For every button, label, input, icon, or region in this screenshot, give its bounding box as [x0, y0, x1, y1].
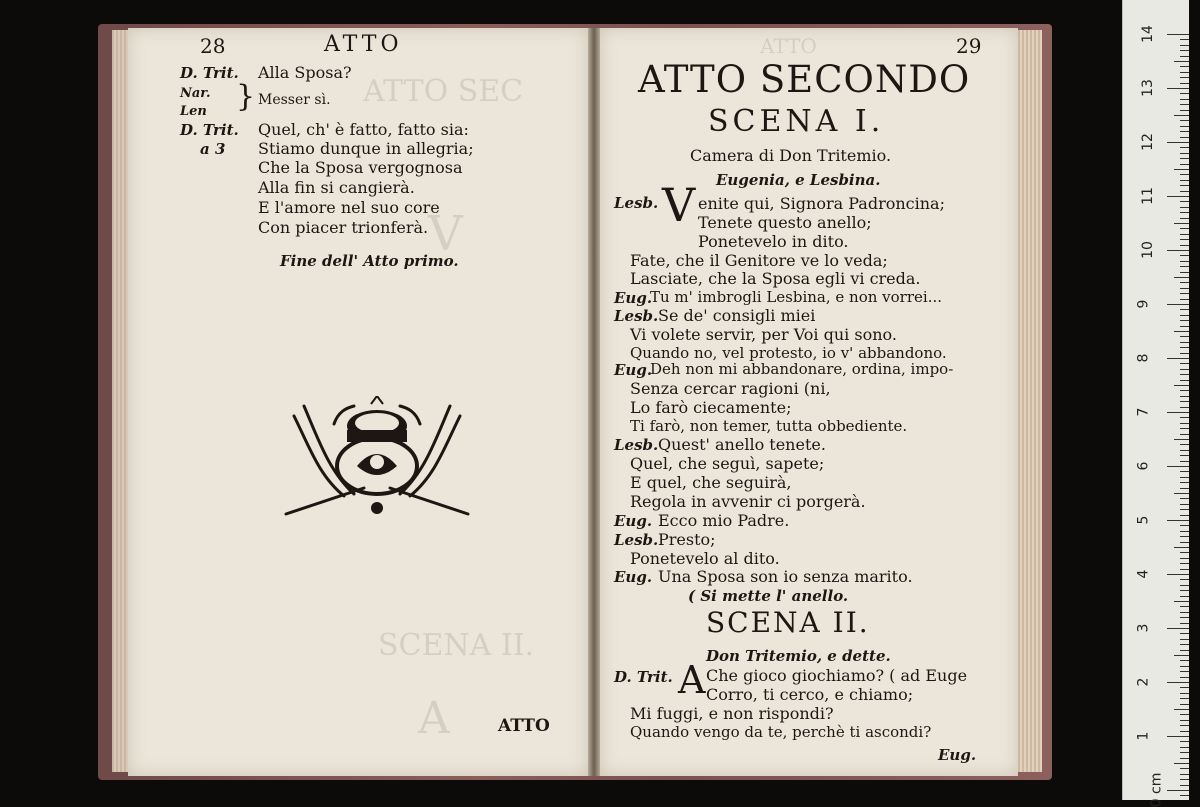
- speaker-label: Eug.: [614, 361, 653, 379]
- ruler-tick: [1180, 488, 1189, 489]
- ruler-tick: [1180, 795, 1189, 796]
- ruler-tick: [1180, 66, 1189, 67]
- verse-line: Quel, ch' è fatto, fatto sia:: [258, 120, 469, 139]
- ruler-tick: [1174, 277, 1189, 278]
- ruler-label: 7: [1135, 407, 1152, 417]
- ruler-tick: [1180, 590, 1189, 591]
- ruler-tick: [1180, 725, 1189, 726]
- ruler-tick: [1180, 569, 1189, 570]
- speaker-label: Lesb.: [614, 307, 659, 325]
- ruler-tick: [1174, 439, 1189, 440]
- ruler-tick: [1180, 239, 1189, 240]
- ruler-tick: [1180, 347, 1189, 348]
- ruler-label: 6: [1135, 461, 1152, 471]
- ruler-tick: [1167, 196, 1189, 197]
- verse-line: E l'amore nel suo core: [258, 198, 440, 217]
- ruler-tick: [1167, 304, 1189, 305]
- speaker-label: Eug.: [614, 289, 653, 307]
- ruler-label: 4: [1135, 569, 1152, 579]
- ruler-tick: [1174, 493, 1189, 494]
- right-page: [600, 28, 1018, 776]
- ruler-tick: [1180, 380, 1189, 381]
- verse-line: Stiamo dunque in allegria;: [258, 139, 474, 158]
- ruler-label: 13: [1139, 79, 1156, 97]
- ruler-tick: [1180, 326, 1189, 327]
- verse-line: Ponetevelo al dito.: [630, 549, 780, 568]
- ruler-tick: [1180, 191, 1189, 192]
- ruler-tick: [1180, 579, 1189, 580]
- ruler-tick: [1180, 309, 1189, 310]
- ruler-tick: [1180, 444, 1189, 445]
- scene-characters: Eugenia, e Lesbina.: [716, 171, 881, 189]
- ruler-tick: [1167, 574, 1189, 575]
- ruler-tick: [1180, 234, 1189, 235]
- act-end-note: Fine dell' Atto primo.: [280, 252, 459, 270]
- ruler-tick: [1180, 687, 1189, 688]
- left-page: [128, 28, 588, 776]
- ruler-tick: [1180, 336, 1189, 337]
- verse-line: Quando no, vel protesto, io v' abbandono.: [630, 344, 947, 362]
- ruler-tick: [1180, 552, 1189, 553]
- ruler-tick: [1180, 218, 1189, 219]
- speaker-label: Nar.: [180, 86, 211, 101]
- ruler-tick: [1180, 623, 1189, 624]
- ruler-tick: [1180, 461, 1189, 462]
- scene-title: SCENA II.: [706, 606, 870, 639]
- ruler-tick: [1180, 266, 1189, 267]
- verse-line: Ti farò, non temer, tutta obbediente.: [630, 417, 908, 435]
- verse-line: Ecco mio Padre.: [658, 511, 790, 530]
- ruler-tick: [1180, 417, 1189, 418]
- ruler-tick: [1180, 180, 1189, 181]
- ruler-tick: [1180, 99, 1189, 100]
- ruler-label: 12: [1139, 133, 1156, 151]
- ruler-tick: [1180, 434, 1189, 435]
- ruler-tick: [1180, 498, 1189, 499]
- verse-line: Deh non mi abbandonare, ordina, impo-: [650, 360, 954, 378]
- ruler-tick: [1180, 185, 1189, 186]
- ruler-tick: [1180, 639, 1189, 640]
- verse-line: Mi fuggi, e non rispondi?: [630, 704, 834, 723]
- ruler-tick: [1180, 77, 1189, 78]
- ruler-tick: [1167, 466, 1189, 467]
- verse-line: Che gioco giochiamo? ( ad Euge: [706, 666, 968, 685]
- ruler-tick: [1174, 169, 1189, 170]
- ruler-tick: [1167, 682, 1189, 683]
- ruler-tick: [1180, 509, 1189, 510]
- ruler-tick: [1167, 520, 1189, 521]
- ruler-label: 10: [1139, 241, 1156, 259]
- ruler-tick: [1180, 563, 1189, 564]
- ruler-tick: [1180, 174, 1189, 175]
- ruler-tick: [1174, 547, 1189, 548]
- catchword: ATTO: [498, 716, 550, 736]
- ruler-tick: [1180, 272, 1189, 273]
- verse-line: Tu m' imbrogli Lesbina, e non vorrei...: [650, 288, 943, 306]
- ruler-tick: [1180, 126, 1189, 127]
- ruler-tick: [1180, 369, 1189, 370]
- ruler-tick: [1180, 504, 1189, 505]
- ruler-tick: [1174, 223, 1189, 224]
- verse-line: Una Sposa son io senza marito.: [658, 567, 913, 586]
- ruler-tick: [1180, 201, 1189, 202]
- ruler-tick: [1180, 515, 1189, 516]
- page-edges-right: [1018, 30, 1042, 772]
- speaker-label: D. Trit.: [180, 121, 239, 139]
- scene-title: SCENA I.: [708, 104, 885, 139]
- verse-line: Senza cercar ragioni (ni,: [630, 379, 831, 398]
- ruler-tick: [1180, 698, 1189, 699]
- ruler-tick: [1180, 650, 1189, 651]
- ruler-tick: [1180, 56, 1189, 57]
- ruler-label: 5: [1135, 515, 1152, 525]
- verse-line: Corro, ti cerco, e chiamo;: [706, 685, 914, 704]
- ruler-tick: [1180, 353, 1189, 354]
- act-title: ATTO SECONDO: [638, 58, 971, 101]
- verse-line: Ponetevelo in dito.: [698, 232, 849, 251]
- ruler-tick: [1180, 747, 1189, 748]
- show-through-text: ATTO SEC: [363, 74, 524, 109]
- speaker-label: Lesb.: [614, 436, 659, 454]
- ruler-tick: [1180, 450, 1189, 451]
- ruler-tick: [1180, 617, 1189, 618]
- ruler-tick: [1180, 633, 1189, 634]
- ruler-tick: [1180, 779, 1189, 780]
- ruler-tick: [1180, 612, 1189, 613]
- ruler-tick: [1167, 628, 1189, 629]
- ruler-tick: [1180, 704, 1189, 705]
- ruler-tick: [1174, 655, 1189, 656]
- verse-line: enite qui, Signora Padroncina;: [698, 194, 945, 213]
- show-through-text: V: [428, 206, 463, 262]
- ruler-tick: [1167, 88, 1189, 89]
- ruler-tick: [1180, 774, 1189, 775]
- ruler-tick: [1180, 120, 1189, 121]
- ruler-tick: [1180, 83, 1189, 84]
- speaker-label: a 3: [200, 140, 226, 158]
- speaker-label: Eug.: [614, 512, 653, 530]
- ruler-tick: [1180, 720, 1189, 721]
- ruler-tick: [1180, 363, 1189, 364]
- ruler-tick: [1180, 477, 1189, 478]
- ruler-tick: [1180, 50, 1189, 51]
- speaker-label: Len: [180, 104, 207, 119]
- speaker-label: D. Trit.: [614, 668, 673, 686]
- verse-line: Se de' consigli miei: [658, 306, 816, 325]
- book-gutter: [588, 28, 600, 776]
- ruler-tick: [1180, 39, 1189, 40]
- ruler-label: 3: [1135, 623, 1152, 633]
- ruler-tick: [1180, 299, 1189, 300]
- ruler-label: 9: [1135, 299, 1152, 309]
- catchword: Eug.: [938, 746, 977, 764]
- page-number: 29: [956, 34, 982, 58]
- ruler-tick: [1180, 407, 1189, 408]
- verse-line: Regola in avvenir ci porgerà.: [630, 492, 866, 511]
- ruler-tick: [1180, 390, 1189, 391]
- ruler-tick: [1180, 531, 1189, 532]
- verse-line: Quel, che seguì, sapete;: [630, 454, 825, 473]
- verse-line: Quando vengo da te, perchè ti ascondi?: [630, 723, 932, 741]
- ruler-tick: [1180, 45, 1189, 46]
- ruler-tick: [1167, 34, 1189, 35]
- ruler-tick: [1180, 423, 1189, 424]
- ruler-tick: [1180, 455, 1189, 456]
- verse-line: Alla fin si cangierà.: [258, 178, 415, 197]
- ruler-tick: [1180, 396, 1189, 397]
- ruler-tick: [1180, 471, 1189, 472]
- ruler-label: 14: [1139, 25, 1156, 43]
- ruler-tick: [1180, 525, 1189, 526]
- ruler-tick: [1180, 644, 1189, 645]
- ruler-tick: [1180, 558, 1189, 559]
- show-through-text: A: [418, 693, 450, 744]
- ruler-tick: [1180, 261, 1189, 262]
- scene-characters: Don Tritemio, e dette.: [706, 647, 891, 665]
- verse-line: Lo farò ciecamente;: [630, 398, 792, 417]
- ruler-label: 0 cm: [1148, 772, 1165, 807]
- ruler-tick: [1180, 606, 1189, 607]
- running-header: ATTO: [324, 32, 403, 57]
- ruler-tick: [1167, 358, 1189, 359]
- ruler-tick: [1174, 115, 1189, 116]
- ruler-tick: [1167, 412, 1189, 413]
- show-through-text: ATTO: [760, 34, 817, 58]
- ruler-tick: [1180, 255, 1189, 256]
- ruler-tick: [1180, 758, 1189, 759]
- ruler-tick: [1180, 374, 1189, 375]
- ruler-tick: [1180, 93, 1189, 94]
- ruler-tick: [1180, 131, 1189, 132]
- ruler-tick: [1167, 250, 1189, 251]
- verse-line: E quel, che seguirà,: [630, 473, 792, 492]
- ruler-tick: [1180, 585, 1189, 586]
- ruler-tick: [1180, 731, 1189, 732]
- ruler-tick: [1180, 542, 1189, 543]
- stage-direction: ( Si mette l' anello.: [688, 587, 849, 605]
- speaker-label: Lesb.: [614, 194, 659, 212]
- verse-line: Tenete questo anello;: [698, 213, 872, 232]
- ruler-tick: [1180, 741, 1189, 742]
- ruler-tick: [1180, 536, 1189, 537]
- drop-capital: V: [662, 178, 696, 232]
- verse-line: Che la Sposa vergognosa: [258, 158, 463, 177]
- show-through-text: SCENA II.: [378, 628, 535, 663]
- ruler-label: 1: [1135, 731, 1152, 741]
- ruler-label: 2: [1135, 677, 1152, 687]
- ruler-tick: [1174, 601, 1189, 602]
- ruler-tick: [1180, 164, 1189, 165]
- ruler-tick: [1180, 245, 1189, 246]
- ruler-tick: [1180, 212, 1189, 213]
- ruler-tick: [1174, 61, 1189, 62]
- ruler-tick: [1180, 153, 1189, 154]
- scale-ruler: [1122, 0, 1189, 807]
- verse-line: Quest' anello tenete.: [658, 435, 826, 454]
- ruler-tick: [1180, 768, 1189, 769]
- verse-line: Lasciate, che la Sposa egli vi creda.: [630, 269, 921, 288]
- brace: }: [236, 79, 256, 114]
- ruler-tick: [1180, 158, 1189, 159]
- ruler-tick: [1167, 142, 1189, 143]
- ruler-tick: [1180, 288, 1189, 289]
- ruler-tick: [1174, 331, 1189, 332]
- ruler-tick: [1180, 677, 1189, 678]
- ruler-tick: [1180, 147, 1189, 148]
- ruler-tick: [1180, 660, 1189, 661]
- ruler-tick: [1180, 671, 1189, 672]
- verse-line: Fate, che il Genitore ve lo veda;: [630, 251, 888, 270]
- ruler-tick: [1180, 207, 1189, 208]
- ruler-tick: [1174, 385, 1189, 386]
- ruler-tick: [1180, 104, 1189, 105]
- speaker-label: Eug.: [614, 568, 653, 586]
- verse-line: Messer sì.: [258, 92, 331, 108]
- ruler-tick: [1180, 482, 1189, 483]
- ruler-tick: [1180, 785, 1189, 786]
- verse-line: Presto;: [658, 530, 716, 549]
- ruler-tick: [1180, 752, 1189, 753]
- verse-line: Vi volete servir, per Voi qui sono.: [630, 325, 897, 344]
- ruler-tick: [1167, 790, 1189, 791]
- ruler-tick: [1180, 401, 1189, 402]
- ruler-tick: [1180, 342, 1189, 343]
- ruler-tick: [1180, 315, 1189, 316]
- ruler-tick: [1180, 693, 1189, 694]
- ruler-tick: [1174, 763, 1189, 764]
- ruler-tick: [1180, 596, 1189, 597]
- ruler-tick: [1167, 736, 1189, 737]
- ruler-tick: [1180, 714, 1189, 715]
- ruler-tick: [1180, 110, 1189, 111]
- ruler-tick: [1180, 293, 1189, 294]
- ruler-tick: [1180, 428, 1189, 429]
- ruler-label: 8: [1135, 353, 1152, 363]
- ruler-tick: [1180, 282, 1189, 283]
- ruler-tick: [1180, 320, 1189, 321]
- ruler-tick: [1180, 228, 1189, 229]
- verse-line: Alla Sposa?: [258, 63, 352, 82]
- verse-line: Con piacer trionferà.: [258, 218, 429, 237]
- ruler-tick: [1180, 137, 1189, 138]
- ruler-tick: [1180, 666, 1189, 667]
- speaker-label: Lesb.: [614, 531, 659, 549]
- page-number: 28: [200, 34, 226, 58]
- drop-capital: A: [678, 658, 706, 702]
- speaker-label: D. Trit.: [180, 64, 239, 82]
- woodcut-ornament-icon: [274, 396, 480, 526]
- ruler-label: 11: [1139, 187, 1156, 205]
- ruler-tick: [1174, 709, 1189, 710]
- scene-setting: Camera di Don Tritemio.: [690, 146, 892, 165]
- ruler-tick: [1180, 72, 1189, 73]
